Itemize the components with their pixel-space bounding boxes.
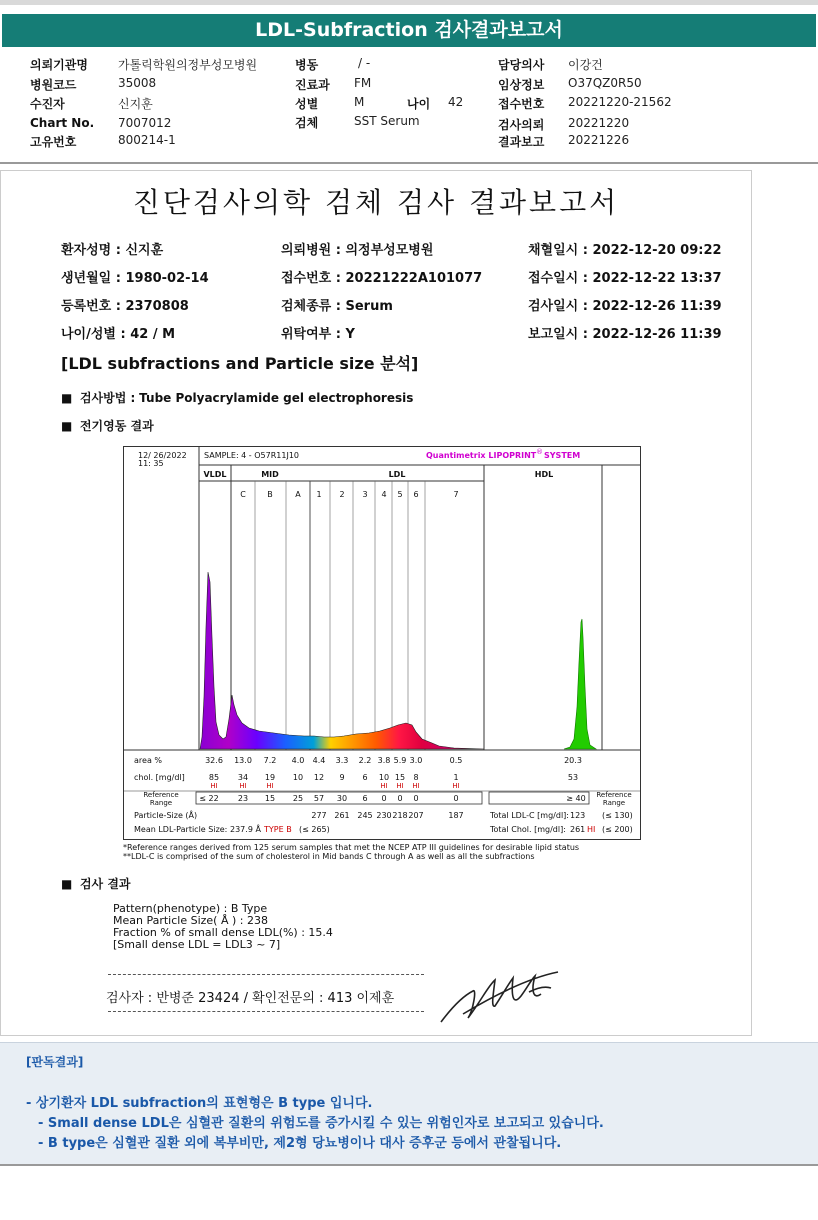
header-key: 검사의뢰 [498, 118, 545, 132]
chart-date: 12/ 26/2022 [138, 451, 187, 460]
area-value: 7.2 [263, 756, 277, 765]
info-receipt-time: 접수일시 : 2022-12-22 13:37 [528, 271, 722, 286]
chol-value: 12 [313, 773, 325, 782]
band-label-4: 4 [381, 490, 387, 499]
chol-value: 10 [378, 773, 390, 782]
ref-value: 57 [313, 794, 325, 803]
header-key: 검체 [295, 116, 319, 130]
verdict-line: - 상기환자 LDL subfraction의 표현형은 B type 입니다. [26, 1096, 373, 1111]
hi-flag: HI [239, 782, 247, 790]
header-value: 신지훈 [118, 97, 153, 111]
ref-value: 23 [237, 794, 249, 803]
header-key: 나이 [407, 97, 431, 111]
info-age-sex: 나이/성별 : 42 / M [61, 327, 176, 342]
area-value: 5.9 [393, 756, 407, 765]
header-key: Chart No. [30, 116, 95, 130]
method-value: Tube Polyacrylamide gel electrophoresis [139, 391, 414, 405]
header-key: 임상정보 [498, 78, 545, 92]
psize-value: 261 [334, 811, 350, 820]
signature-rule [108, 1011, 424, 1012]
psize-value: 245 [357, 811, 373, 820]
chol-value: 6 [362, 773, 368, 782]
mean-value: 237.9 Å [230, 825, 261, 834]
result-mean-size: Mean Particle Size( Å ) : 238 [113, 914, 268, 927]
area-value: 13.0 [234, 756, 252, 765]
result-line: ■ 검사 결과 [61, 877, 131, 891]
chol-value: 19 [264, 773, 276, 782]
ref-value: 25 [292, 794, 304, 803]
area-value: 3.8 [377, 756, 391, 765]
total-chol-value: 261 [570, 825, 586, 834]
row-label-psize: Particle-Size (Å) [134, 811, 198, 820]
report-title: 진단검사의학 검체 검사 결과보고서 [132, 186, 620, 219]
verdict-title: [판독결과] [26, 1055, 84, 1069]
band-label-B: B [267, 490, 273, 499]
ref-label-range: Range [149, 799, 173, 807]
signature-scribble [433, 966, 563, 1031]
psize-value: 230 [376, 811, 392, 820]
area-value: 3.3 [335, 756, 349, 765]
lipoprint-chart [123, 446, 641, 840]
info-draw-time: 채혈일시 : 2022-12-20 09:22 [528, 243, 722, 258]
header-value: 7007012 [118, 116, 172, 130]
header-key: 접수번호 [498, 97, 545, 111]
density-curve-hdl [564, 619, 596, 749]
header-key: 결과보고 [498, 135, 545, 149]
chol-value: 10 [292, 773, 304, 782]
hi-flag: HI [380, 782, 388, 790]
area-value: 32.6 [205, 756, 223, 765]
header-value: 20221226 [568, 133, 630, 147]
total-ldl-label: Total LDL-C [mg/dl]: [490, 811, 569, 820]
verdict-line: - Small dense LDL은 심혈관 질환의 위험도를 증가시킬 수 있는 위험인자로 보고되고 있습니다. [38, 1116, 604, 1131]
row-label-area: area % [134, 756, 162, 765]
header-key: 병동 [295, 58, 319, 72]
area-value: 4.0 [291, 756, 305, 765]
psize-value: 218 [392, 811, 408, 820]
header-key: 수진자 [30, 97, 65, 111]
ref-value: 0 [413, 794, 419, 803]
header-value: M [354, 95, 365, 109]
ref-value: 0 [381, 794, 387, 803]
psize-value: 207 [408, 811, 424, 820]
hdl-ref-value: ≥ 40 [566, 794, 586, 803]
header-value: FM [354, 76, 372, 90]
mean-ref: (≤ 265) [299, 825, 330, 834]
chart-sample: SAMPLE: 4 - O57R11J10 [204, 451, 299, 460]
group-vldl: VLDL [203, 470, 227, 479]
verdict-header [0, 1042, 818, 1080]
hi-flag: HI [210, 782, 218, 790]
header-value: 800214-1 [118, 133, 176, 147]
total-ldl-ref: (≤ 130) [602, 811, 633, 820]
header-key: 병원코드 [30, 78, 77, 92]
header-key: 고유번호 [30, 135, 77, 149]
band-label-7: 7 [453, 490, 459, 499]
divider [0, 162, 818, 164]
electro-label: 전기영동 결과 [79, 419, 154, 433]
hdl-ref-label: Reference [596, 791, 632, 799]
ref-value: 6 [362, 794, 368, 803]
area-value: 2.2 [358, 756, 372, 765]
total-chol-ref: (≤ 200) [602, 825, 633, 834]
chol-value: 53 [567, 773, 579, 782]
info-outsourced: 위탁여부 : Y [281, 327, 355, 342]
psize-value: 277 [311, 811, 327, 820]
area-value: 4.4 [312, 756, 326, 765]
report-panel [0, 170, 752, 1036]
chart-brand-system: SYSTEM [544, 451, 581, 460]
area-value: 0.5 [449, 756, 463, 765]
group-hdl: HDL [534, 470, 554, 479]
top-border [0, 0, 818, 5]
chol-value: 8 [413, 773, 419, 782]
verdict-line: - B type은 심혈관 질환 외에 복부비만, 제2형 당뇨병이나 대사 증후군 등에서 관찰됩니다. [38, 1136, 562, 1151]
chart-svg [124, 447, 640, 839]
chart-brand: Quantimetrix LIPOPRINT [426, 451, 537, 460]
info-specimen: 검체종류 : Serum [281, 299, 393, 314]
ref-value: 15 [264, 794, 276, 803]
group-ldl: LDL [388, 470, 406, 479]
info-receipt-no: 접수번호 : 20221222A101077 [281, 271, 483, 286]
band-label-C: C [240, 490, 246, 499]
band-label-A: A [295, 490, 301, 499]
ref-value: 0 [453, 794, 459, 803]
chart-brand-reg: ® [536, 448, 543, 456]
psize-value: 187 [448, 811, 464, 820]
section-title: [LDL subfractions and Particle size 분석] [61, 354, 419, 373]
header-value: / - [358, 56, 371, 70]
signature-rule [108, 974, 424, 975]
header-key: 진료과 [295, 78, 330, 92]
total-chol-label: Total Chol. [mg/dl]: [490, 825, 566, 834]
info-hospital: 의뢰병원 : 의정부성모병원 [281, 243, 434, 258]
chol-value: 15 [394, 773, 406, 782]
result-definition: [Small dense LDL = LDL3 ~ 7] [113, 938, 281, 951]
mean-label: Mean LDL-Particle Size: [134, 825, 228, 834]
mean-type: TYPE B [264, 825, 292, 834]
header-value: 20221220 [568, 116, 630, 130]
band-label-6: 6 [413, 490, 419, 499]
total-ldl-value: 123 [570, 811, 586, 820]
note-1: *Reference ranges derived from 125 serum samples that met the NCEP ATP III guidelines for desirable lipid status [123, 843, 580, 852]
page-title: LDL-Subfraction 검사결과보고서 [2, 14, 816, 47]
area-value: 20.3 [564, 756, 582, 765]
ref-value: 0 [397, 794, 403, 803]
band-label-5: 5 [397, 490, 403, 499]
info-birth: 생년월일 : 1980-02-14 [61, 271, 209, 286]
area-value: 3.0 [409, 756, 423, 765]
result-text [113, 903, 333, 951]
header-key: 담당의사 [498, 58, 545, 72]
header-info [0, 50, 818, 160]
hi-flag: HI [396, 782, 404, 790]
info-patient: 환자성명 : 신지훈 [61, 243, 164, 258]
note-2: **LDL-C is comprised of the sum of cholesterol in Mid bands C through A as well as all the subfractions [123, 852, 535, 861]
band-label-2: 2 [339, 490, 345, 499]
ref-value-vldl: ≤ 22 [199, 794, 219, 803]
total-chol-hi: HI [587, 825, 596, 834]
header-value: 20221220-21562 [568, 95, 672, 109]
ref-value: 30 [336, 794, 348, 803]
header-key: 성별 [295, 97, 319, 111]
header-value: O37QZ0R50 [568, 76, 642, 90]
header-value: SST Serum [354, 114, 420, 128]
electro-line: ■ 전기영동 결과 [61, 419, 154, 433]
result-fraction: Fraction % of small dense LDL(%) : 15.4 [113, 926, 333, 939]
info-reg-no: 등록번호 : 2370808 [61, 299, 189, 314]
header-value: 가톨릭학원의정부성모병원 [118, 58, 258, 72]
header-value: 42 [448, 95, 464, 109]
result-label: 검사 결과 [79, 877, 131, 891]
band-label-3: 3 [362, 490, 368, 499]
signature-line: 검사자 : 반병준 23424 / 확인전문의 : 413 이제훈 [106, 991, 395, 1006]
group-mid: MID [261, 470, 279, 479]
method-label: 검사방법 : [79, 391, 136, 405]
header-value: 35008 [118, 76, 157, 90]
header-key: 의뢰기관명 [30, 58, 88, 72]
result-pattern: Pattern(phenotype) : B Type [113, 902, 268, 915]
method-line: ■ 검사방법 : Tube Polyacrylamide gel electrophoresis [61, 391, 414, 405]
chol-value: 1 [453, 773, 459, 782]
hi-flag: HI [452, 782, 460, 790]
hdl-ref-label-range: Range [602, 799, 626, 807]
info-report-time: 보고일시 : 2022-12-26 11:39 [528, 327, 722, 342]
verdict-body [0, 1079, 818, 1166]
density-curve-ldl [200, 572, 484, 749]
info-test-time: 검사일시 : 2022-12-26 11:39 [528, 299, 722, 314]
header-value: 이강건 [568, 58, 603, 72]
chol-value: 85 [208, 773, 220, 782]
chart-time: 11: 35 [138, 459, 164, 468]
hi-flag: HI [412, 782, 420, 790]
hi-flag: HI [266, 782, 274, 790]
row-label-chol: chol. [mg/dl] [134, 773, 185, 782]
chol-value: 34 [237, 773, 249, 782]
chol-value: 9 [339, 773, 345, 782]
ref-label: Reference [143, 791, 179, 799]
band-label-1: 1 [316, 490, 322, 499]
